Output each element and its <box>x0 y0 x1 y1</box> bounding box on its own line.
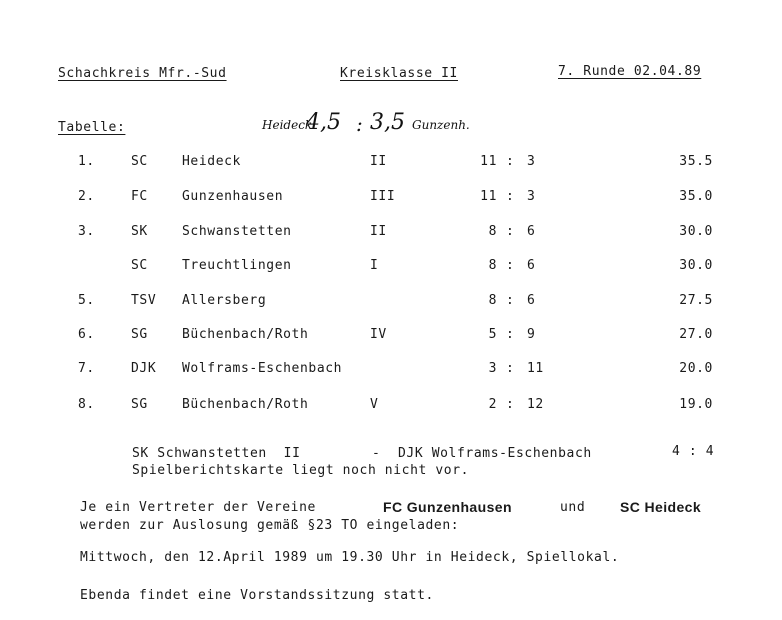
standings-mp-lost: 6 <box>527 224 536 239</box>
pending-score: 4 : 4 <box>672 444 715 459</box>
handwritten-score2: 3,5 <box>370 110 405 135</box>
standings-board-points: 35.5 <box>679 154 713 169</box>
standings-mp-won: 5 <box>488 327 497 342</box>
standings-team: V <box>370 397 379 412</box>
standings-mp-lost: 6 <box>527 293 536 308</box>
pending-note: Spielberichtskarte liegt noch nicht vor. <box>132 463 470 478</box>
standings-rank: 7. <box>78 361 95 376</box>
standings-mp-lost: 11 <box>527 361 544 376</box>
standings-board-points: 19.0 <box>679 397 713 412</box>
board-meeting-info: Ebenda findet eine Vorstandssitzung statt. <box>80 588 434 603</box>
standings-mp-colon: : <box>506 397 515 412</box>
handwritten-team1: Heideck <box>262 118 313 132</box>
standings-name: Wolframs-Eschenbach <box>182 361 343 376</box>
standings-club: SC <box>131 258 148 273</box>
standings-rank: 6. <box>78 327 95 342</box>
table-label: Tabelle: <box>58 120 126 135</box>
standings-name: Büchenbach/Roth <box>182 327 309 342</box>
standings-club: SG <box>131 327 148 342</box>
pending-away: DJK Wolframs-Eschenbach <box>398 446 592 461</box>
standings-mp-lost: 3 <box>527 154 536 169</box>
standings-board-points: 27.5 <box>679 293 713 308</box>
standings-club: DJK <box>131 361 157 376</box>
standings-name: Heideck <box>182 154 241 169</box>
standings-rank: 8. <box>78 397 95 412</box>
standings-rank: 3. <box>78 224 95 239</box>
standings-mp-colon: : <box>506 361 515 376</box>
pending-dash: - <box>372 446 381 461</box>
standings-mp-colon: : <box>506 327 515 342</box>
standings-name: Treuchtlingen <box>182 258 292 273</box>
standings-club: SC <box>131 154 148 169</box>
standings-team: I <box>370 258 379 273</box>
standings-club: TSV <box>131 293 157 308</box>
standings-mp-lost: 9 <box>527 327 536 342</box>
standings-mp-colon: : <box>506 189 515 204</box>
invited-club-1: FC Gunzenhausen <box>383 499 512 515</box>
standings-mp-won: 11 <box>480 154 497 169</box>
handwritten-colon: : <box>356 112 363 136</box>
handwritten-team2: Gunzenh. <box>412 118 470 132</box>
standings-mp-won: 8 <box>488 224 497 239</box>
standings-mp-lost: 12 <box>527 397 544 412</box>
standings-name: Allersberg <box>182 293 267 308</box>
meeting-info: Mittwoch, den 12.April 1989 um 19.30 Uhr in Heideck, Spiellokal. <box>80 550 620 565</box>
invitation-und: und <box>560 500 586 515</box>
standings-board-points: 30.0 <box>679 258 713 273</box>
standings-mp-colon: : <box>506 293 515 308</box>
standings-mp-won: 8 <box>488 258 497 273</box>
district-title: Schachkreis Mfr.-Sud <box>58 66 227 81</box>
standings-mp-colon: : <box>506 224 515 239</box>
standings-board-points: 30.0 <box>679 224 713 239</box>
standings-mp-colon: : <box>506 258 515 273</box>
handwritten-score1: 4,5 <box>306 110 341 135</box>
standings-mp-won: 2 <box>488 397 497 412</box>
standings-mp-won: 11 <box>480 189 497 204</box>
standings-rank: 2. <box>78 189 95 204</box>
invitation-line2: werden zur Auslosung gemäß §23 TO eingeladen: <box>80 518 460 533</box>
pending-home: SK Schwanstetten II <box>132 446 301 461</box>
standings-club: SK <box>131 224 148 239</box>
standings-name: Schwanstetten <box>182 224 292 239</box>
standings-rank: 1. <box>78 154 95 169</box>
standings-board-points: 27.0 <box>679 327 713 342</box>
standings-rank: 5. <box>78 293 95 308</box>
standings-mp-won: 8 <box>488 293 497 308</box>
standings-mp-lost: 3 <box>527 189 536 204</box>
standings-team: II <box>370 154 387 169</box>
standings-club: FC <box>131 189 148 204</box>
round-date: 7. Runde 02.04.89 <box>558 64 702 79</box>
standings-name: Büchenbach/Roth <box>182 397 309 412</box>
standings-team: III <box>370 189 396 204</box>
league-title: Kreisklasse II <box>340 66 458 81</box>
standings-board-points: 20.0 <box>679 361 713 376</box>
standings-mp-lost: 6 <box>527 258 536 273</box>
standings-board-points: 35.0 <box>679 189 713 204</box>
standings-team: IV <box>370 327 387 342</box>
invitation-line1: Je ein Vertreter der Vereine <box>80 500 316 515</box>
standings-mp-won: 3 <box>488 361 497 376</box>
standings-club: SG <box>131 397 148 412</box>
standings-name: Gunzenhausen <box>182 189 284 204</box>
standings-mp-colon: : <box>506 154 515 169</box>
standings-team: II <box>370 224 387 239</box>
invited-club-2: SC Heideck <box>620 499 702 515</box>
